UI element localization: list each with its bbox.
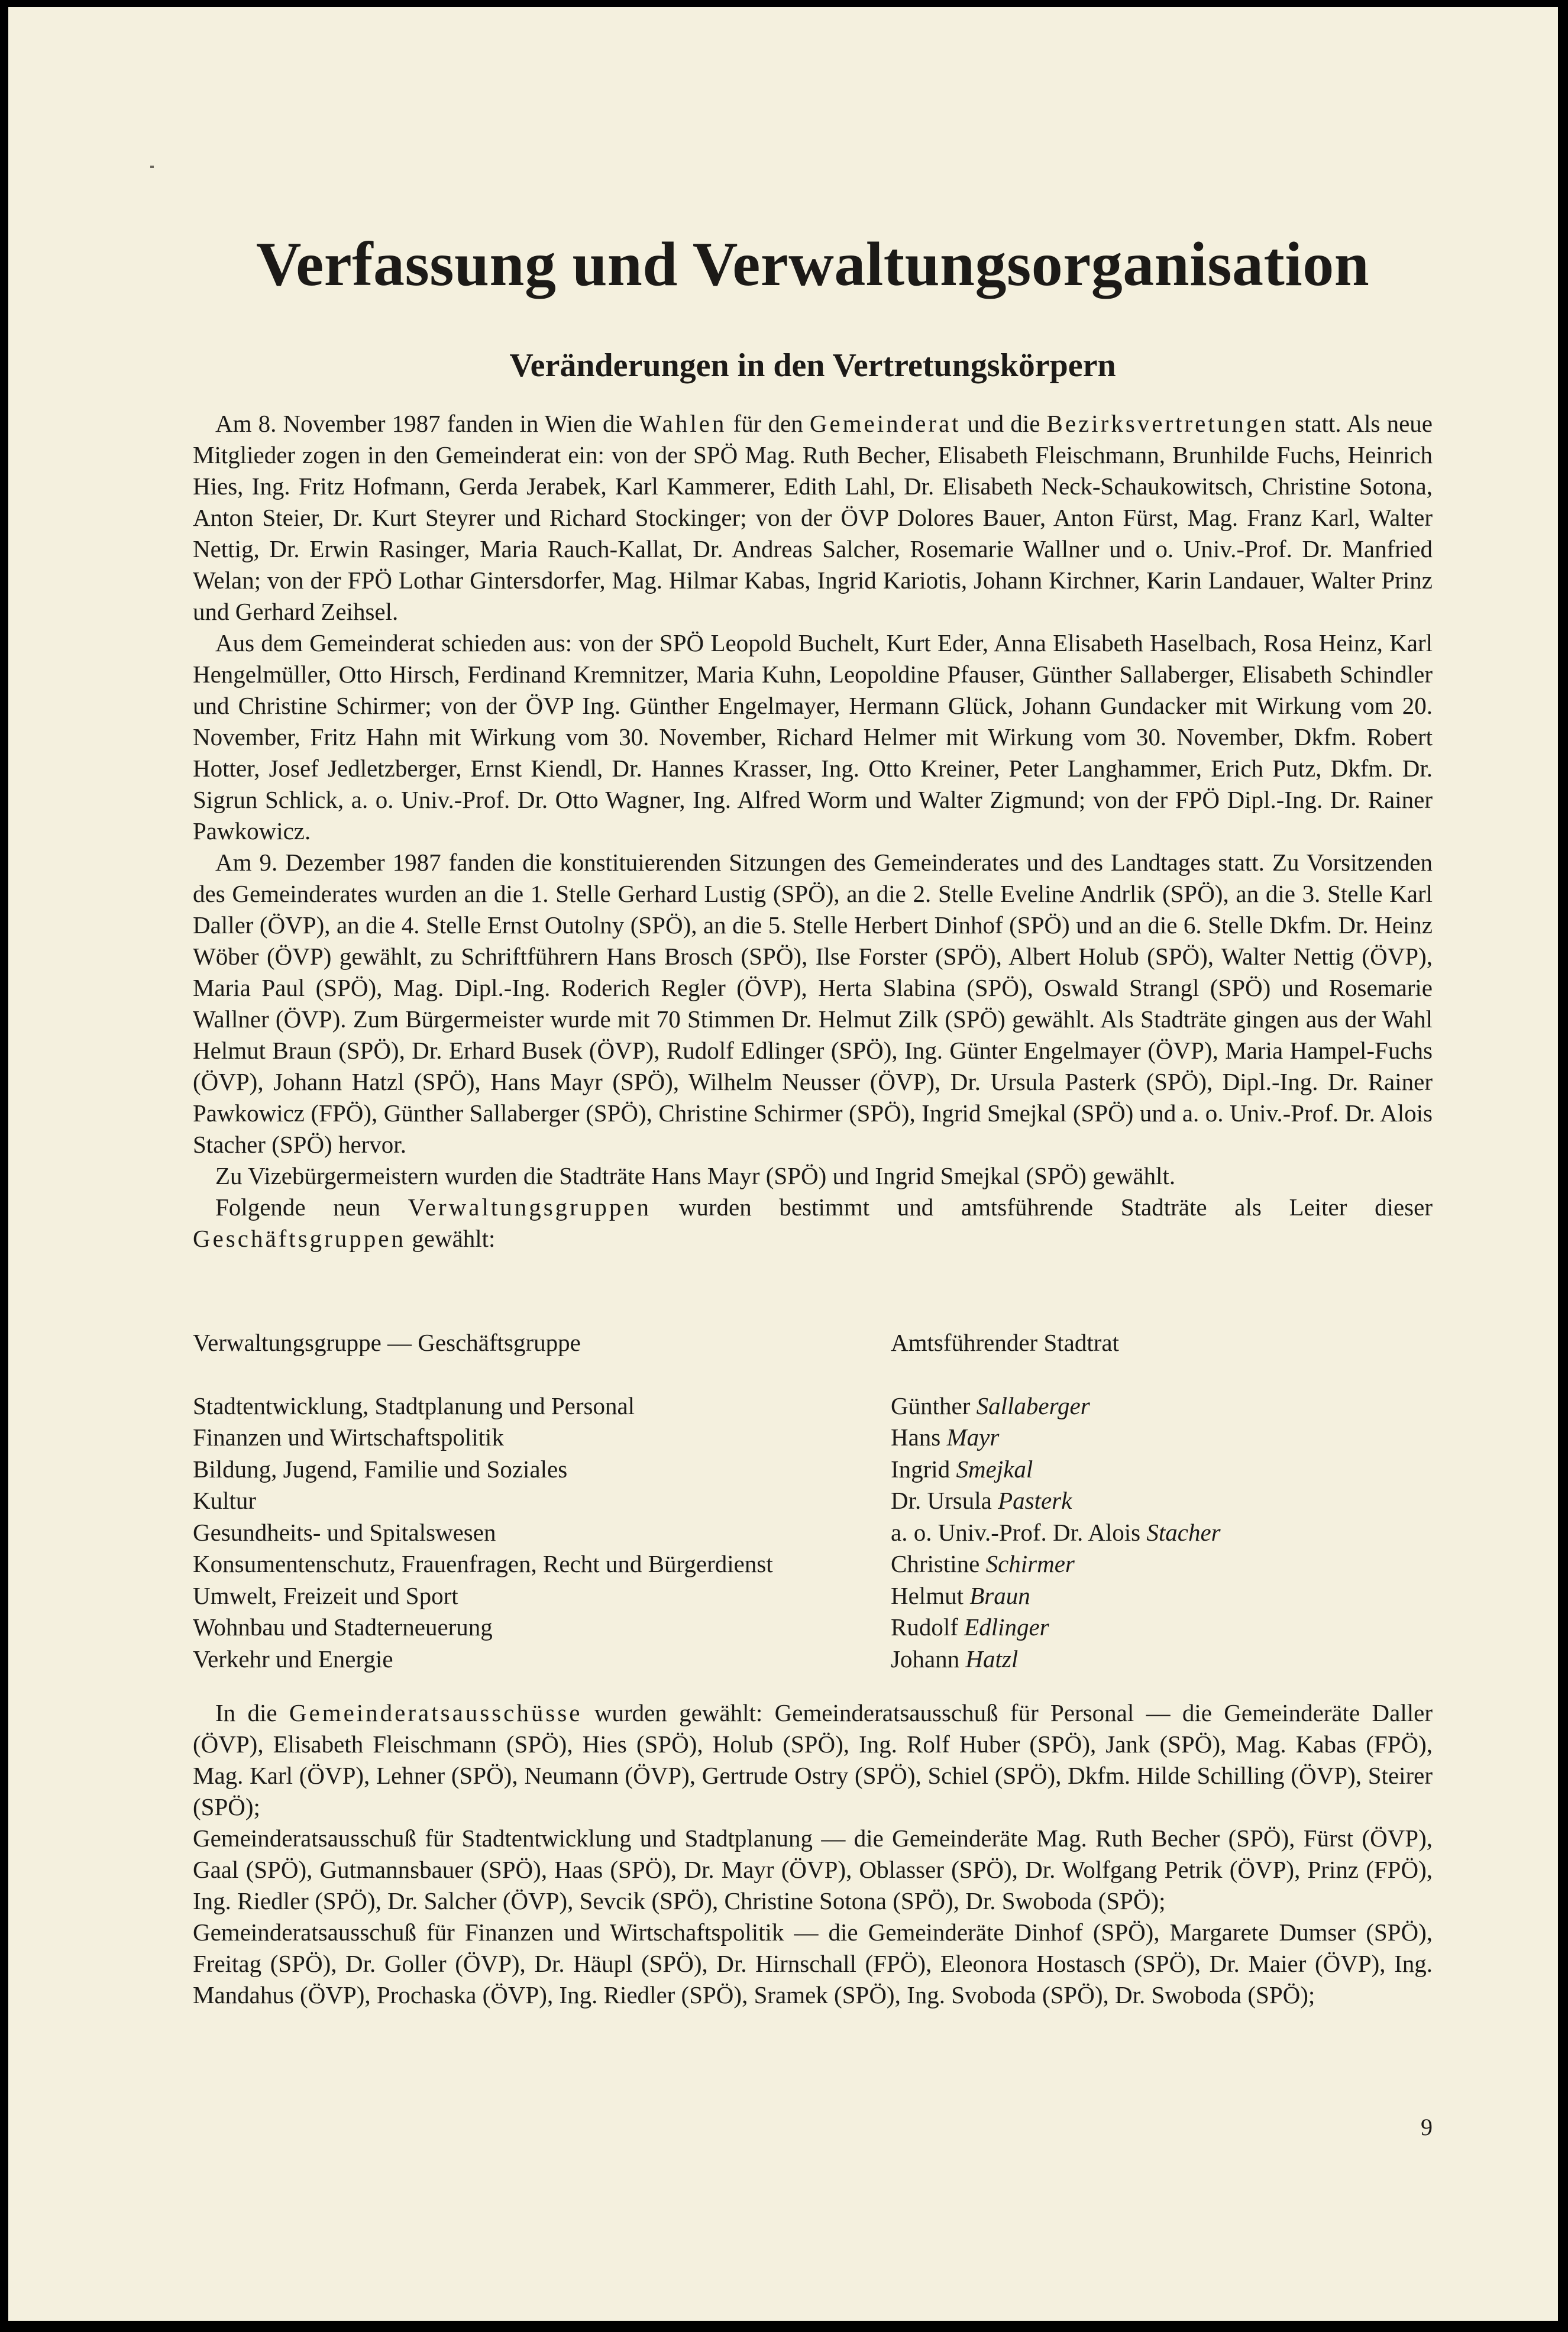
portfolio-table	[193, 1327, 1433, 1675]
page-number: 9	[1421, 2114, 1433, 2140]
paragraph-departures: Aus dem Gemeinderat schieden aus: von der SPÖ Leopold Buchelt, Kurt Eder, Anna Elisabeth Haselbach, Rosa Heinz, Karl Hengelmüller, Otto Hirsch, Ferdinand Kremnitzer, Maria Kuhn, Leopoldine Pfauser, Günther Sallaberger, Elisabeth Schindler und Christine Schirmer; von der ÖVP Ing. Günther Engelmayer, Hermann Glück, Johann Gundacker mit Wirkung vom 20. November, Fritz Hahn mit Wirkung vom 30. November, Richard Helmer mit Wirkung vom 30. November, Dkfm. Robert Hotter, Josef Jedletzberger, Ernst Kiendl, Dr. Hannes Krasser, Ing. Otto Kreiner, Peter Langhammer, Erich Putz, Dkfm. Dr. Sigrun Schlick, a. o. Univ.-Prof. Dr. Otto Wagner, Ing. Alfred Worm und Walter Zigmund; von der FPÖ Dipl.-Ing. Dr. Rainer Pawkowicz.	[193, 629, 1433, 845]
councillor-cell: Ingrid Smejkal	[891, 1455, 1033, 1483]
councillor-cell: Dr. Ursula Pasterk	[891, 1487, 1072, 1514]
group-cell: Bildung, Jugend, Familie und Soziales	[193, 1455, 568, 1483]
table-row	[193, 1454, 1433, 1486]
councillor-cell: Günther Sallaberger	[891, 1392, 1090, 1419]
group-cell: Finanzen und Wirtschaftspolitik	[193, 1424, 504, 1451]
group-cell: Kultur	[193, 1487, 257, 1514]
header-councillor: Amtsführender Stadtrat	[891, 1329, 1119, 1356]
councillor-cell: Hans Mayr	[891, 1424, 1000, 1451]
group-cell: Konsumentenschutz, Frauenfragen, Recht und Bürgerdienst	[193, 1550, 773, 1577]
group-cell: Gesundheits- und Spitalswesen	[193, 1518, 496, 1546]
table-row	[193, 1390, 1433, 1422]
paragraph-committee-finance: Gemeinderatsausschuß für Finanzen und Wirtschaftspolitik — die Gemeinderäte Dinhof (SPÖ), Margarete Dumser (SPÖ), Freitag (SPÖ), Dr. Goller (ÖVP), Dr. Häupl (SPÖ), Dr. Hirnschall (FPÖ), Eleonora Hostasch (SPÖ), Dr. Maier (ÖVP), Ing. Mandahus (ÖVP), Prochaska (ÖVP), Ing. Riedler (SPÖ), Sramek (SPÖ), Ing. Svoboda (SPÖ), Dr. Swoboda (SPÖ);	[193, 1919, 1433, 2008]
scan-speck	[150, 166, 154, 168]
committees-text	[193, 1697, 1433, 2011]
paragraph-committee-personnel: In die Gemeinderatsausschüsse wurden gewählt: Gemeinderatsausschuß für Personal — die Gemeinderäte Daller (ÖVP), Elisabeth Fleischmann (SPÖ), Hies (SPÖ), Holub (SPÖ), Ing. Rolf Huber (SPÖ), Jank (SPÖ), Mag. Kabas (FPÖ), Mag. Karl (ÖVP), Lehner (SPÖ), Neumann (ÖVP), Gertrude Ostry (SPÖ), Schiel (SPÖ), Dkfm. Hilde Schilling (ÖVP), Steirer (SPÖ);	[193, 1699, 1433, 1820]
group-cell: Verkehr und Energie	[193, 1645, 393, 1673]
paragraph-committee-planning: Gemeinderatsausschuß für Stadtentwicklung und Stadtplanung — die Gemeinderäte Mag. Ruth Becher (SPÖ), Fürst (ÖVP), Gaal (SPÖ), Gutmannsbauer (SPÖ), Haas (SPÖ), Dr. Mayr (ÖVP), Oblasser (SPÖ), Dr. Wolfgang Petrik (ÖVP), Prinz (FPÖ), Ing. Riedler (SPÖ), Dr. Salcher (ÖVP), Sevcik (SPÖ), Christine Sotona (SPÖ), Dr. Swoboda (SPÖ);	[193, 1825, 1433, 1914]
paragraph-constitution: Am 9. Dezember 1987 fanden die konstituierenden Sitzungen des Gemeinderates und des Landtages statt. Zu Vorsitzenden des Gemeinderates wurden an die 1. Stelle Gerhard Lustig (SPÖ), an die 2. Stelle Eveline Andrlik (SPÖ), an die 3. Stelle Karl Daller (ÖVP), an die 4. Stelle Ernst Outolny (SPÖ), an die 5. Stelle Herbert Dinhof (SPÖ) und an die 6. Stelle Dkfm. Dr. Heinz Wöber (ÖVP) gewählt, zu Schriftführern Hans Brosch (SPÖ), Ilse Forster (SPÖ), Albert Holub (SPÖ), Walter Nettig (ÖVP), Maria Paul (SPÖ), Mag. Dipl.-Ing. Roderich Regler (ÖVP), Herta Slabina (SPÖ), Oswald Strangl (SPÖ) und Rosemarie Wallner (ÖVP). Zum Bürgermeister wurde mit 70 Stimmen Dr. Helmut Zilk (SPÖ) gewählt. Als Stadträte gingen aus der Wahl Helmut Braun (SPÖ), Dr. Erhard Busek (ÖVP), Rudolf Edlinger (SPÖ), Ing. Günter Engelmayer (ÖVP), Maria Hampel-Fuchs (ÖVP), Johann Hatzl (SPÖ), Hans Mayr (SPÖ), Wilhelm Neusser (ÖVP), Dr. Ursula Pasterk (SPÖ), Dipl.-Ing. Dr. Rainer Pawkowicz (FPÖ), Günther Sallaberger (SPÖ), Christine Schirmer (SPÖ), Ingrid Smejkal (SPÖ) und a. o. Univ.-Prof. Dr. Alois Stacher (SPÖ) hervor.	[193, 849, 1433, 1158]
document-page	[8, 7, 1558, 2321]
table-row	[193, 1485, 1433, 1517]
page-title: Verfassung und Verwaltungsorganisation	[256, 229, 1370, 299]
paragraph-election: Am 8. November 1987 fanden in Wien die Wahlen für den Gemeinderat und die Bezirksvertretungen statt. Als neue Mitglieder zogen in den Gemeinderat ein: von der SPÖ Mag. Ruth Becher, Elisabeth Fleischmann, Brunhilde Fuchs, Heinrich Hies, Ing. Fritz Hofmann, Gerda Jerabek, Karl Kammerer, Edith Lahl, Dr. Elisabeth Neck-Schaukowitsch, Christine Sotona, Anton Steier, Dr. Kurt Steyrer und Richard Stockinger; von der ÖVP Dolores Bauer, Anton Fürst, Mag. Franz Karl, Walter Nettig, Dr. Erwin Rasinger, Maria Rauch-Kallat, Dr. Andreas Salcher, Rosemarie Wallner und o. Univ.-Prof. Dr. Manfried Welan; von der FPÖ Lothar Gintersdorfer, Mag. Hilmar Kabas, Ingrid Kariotis, Johann Kirchner, Karin Landauer, Walter Prinz und Gerhard Zeihsel.	[193, 410, 1433, 625]
paragraph-groups: Folgende neun Verwaltungsgruppen wurden bestimmt und amtsführende Stadträte als Leiter dieser Geschäftsgruppen gewählt:	[193, 1194, 1433, 1252]
councillor-cell: Helmut Braun	[891, 1581, 1030, 1609]
councillor-cell: Rudolf Edlinger	[891, 1613, 1049, 1641]
table-row	[193, 1517, 1433, 1549]
intro-text	[193, 408, 1433, 1254]
table-row	[193, 1644, 1433, 1676]
paragraph-vice-mayors: Zu Vizebürgermeistern wurden die Stadträte Hans Mayr (SPÖ) und Ingrid Smejkal (SPÖ) gewählt.	[215, 1162, 1176, 1189]
table-row	[193, 1548, 1433, 1580]
portfolio-table-header	[193, 1327, 1433, 1359]
table-row	[193, 1580, 1433, 1612]
group-cell: Umwelt, Freizeit und Sport	[193, 1581, 458, 1609]
group-cell: Wohnbau und Stadterneuerung	[193, 1613, 493, 1641]
header-group: Verwaltungsgruppe — Geschäftsgruppe	[193, 1329, 581, 1356]
councillor-cell: Christine Schirmer	[891, 1550, 1075, 1577]
councillor-cell: a. o. Univ.-Prof. Dr. Alois Stacher	[891, 1518, 1221, 1546]
table-row	[193, 1422, 1433, 1454]
table-row	[193, 1612, 1433, 1644]
section-subtitle: Veränderungen in den Vertretungskörpern	[509, 347, 1116, 384]
councillor-cell: Johann Hatzl	[891, 1645, 1019, 1673]
group-cell: Stadtentwicklung, Stadtplanung und Personal	[193, 1392, 635, 1419]
